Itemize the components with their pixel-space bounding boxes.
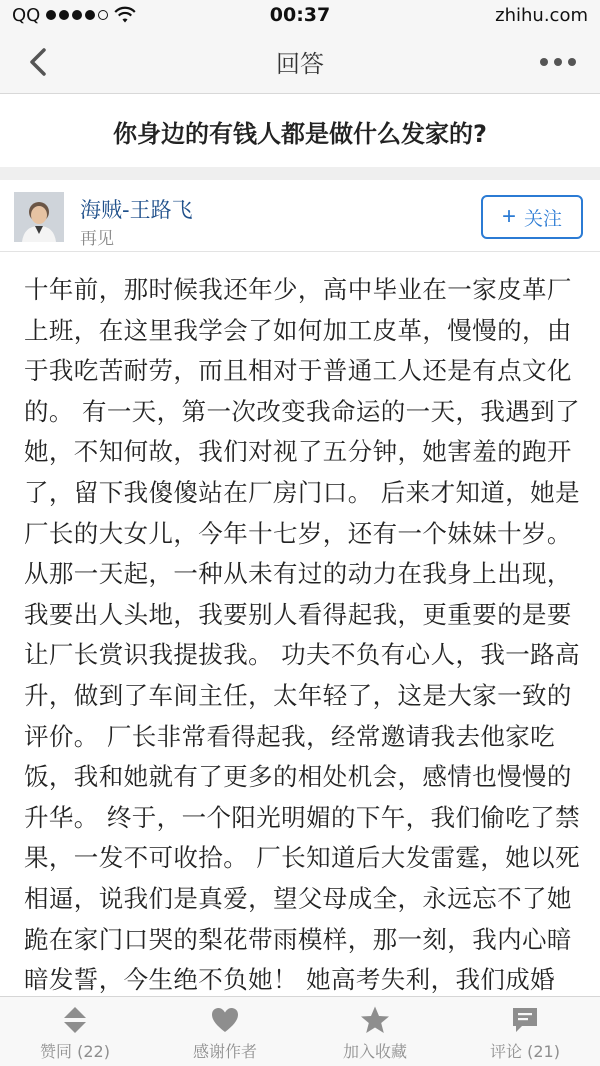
comment-label: 评论 (21) bbox=[490, 1042, 560, 1061]
carrier-label: QQ bbox=[12, 4, 41, 26]
follow-button[interactable] bbox=[481, 195, 583, 239]
star-icon bbox=[360, 1005, 390, 1035]
heart-icon bbox=[210, 1005, 240, 1035]
question-header[interactable] bbox=[0, 95, 600, 167]
bottom-action-bar bbox=[0, 996, 600, 1066]
plus-icon: + bbox=[501, 203, 516, 230]
question-title[interactable]: 你身边的有钱人都是做什么发家的? bbox=[113, 119, 487, 148]
author-bio: 再见 bbox=[80, 229, 114, 249]
answer-text: 十年前，那时候我还年少，高中毕业在一家皮革厂上班，在这里我学会了如何加工皮革，慢慢的，由于我吃苦耐劳，而且相对于普通工人还是有点文化的。 有一天，第一次改变我命运的一天，我遇到了她，不知何故，我们对视了五分钟，她害羞的跑开了，留下我傻傻站在厂房门口。 后来才知道，她是厂长的大女儿，今年十七岁，还有一个妹妹十岁。 从那一天起，一种从未有过的动力在我身上出现，我要出人头地，我要别人看得起我，更重要的是要让厂长赏识我提拔我。 功夫不负有心人，我一路高升，做到了车间主任，太年轻了，这是大家一致的评价。 厂长非常看得起我，经常邀请我去他家吃饭，我和她就有了更多的相处机会，感情也慢慢的升华。 终于，一个阳光明媚的下午，我们偷吃了禁果，一发不可收拾。 厂长知道后大发雷霆，她以死相逼，说我们是真爱，望父母成全，永远忘不了她跪在家门口哭的梨花带雨模样，那一刻，我内心暗暗发誓，今生绝不负她！ 她高考失利，我们成婚 bbox=[24, 275, 580, 995]
status-site: zhihu.com bbox=[495, 4, 588, 26]
comment-icon bbox=[510, 1005, 540, 1035]
signal-strength-icon bbox=[46, 10, 108, 20]
vote-button[interactable] bbox=[0, 997, 150, 1066]
status-time: 00:37 bbox=[269, 4, 331, 26]
status-left bbox=[12, 5, 136, 26]
vote-arrows-icon bbox=[60, 1005, 90, 1035]
avatar-person-icon bbox=[14, 192, 64, 242]
follow-label: 关注 bbox=[524, 208, 563, 230]
section-divider bbox=[0, 167, 600, 180]
page-title: 回答 bbox=[276, 50, 324, 78]
avatar[interactable] bbox=[14, 192, 64, 242]
wifi-icon bbox=[114, 6, 136, 24]
thank-author-label: 感谢作者 bbox=[192, 1042, 257, 1061]
more-dots-icon[interactable] bbox=[538, 50, 578, 74]
nav-bar bbox=[0, 30, 600, 94]
status-bar bbox=[0, 0, 600, 30]
answer-body bbox=[24, 270, 580, 998]
collect-label: 加入收藏 bbox=[342, 1042, 407, 1061]
thank-author-button[interactable] bbox=[150, 997, 300, 1066]
collect-button[interactable] bbox=[300, 997, 450, 1066]
vote-label: 赞同 (22) bbox=[40, 1042, 110, 1061]
chevron-left-icon[interactable] bbox=[22, 44, 58, 80]
author-name[interactable]: 海贼-王路飞 bbox=[80, 198, 193, 222]
comment-button[interactable] bbox=[450, 997, 600, 1066]
